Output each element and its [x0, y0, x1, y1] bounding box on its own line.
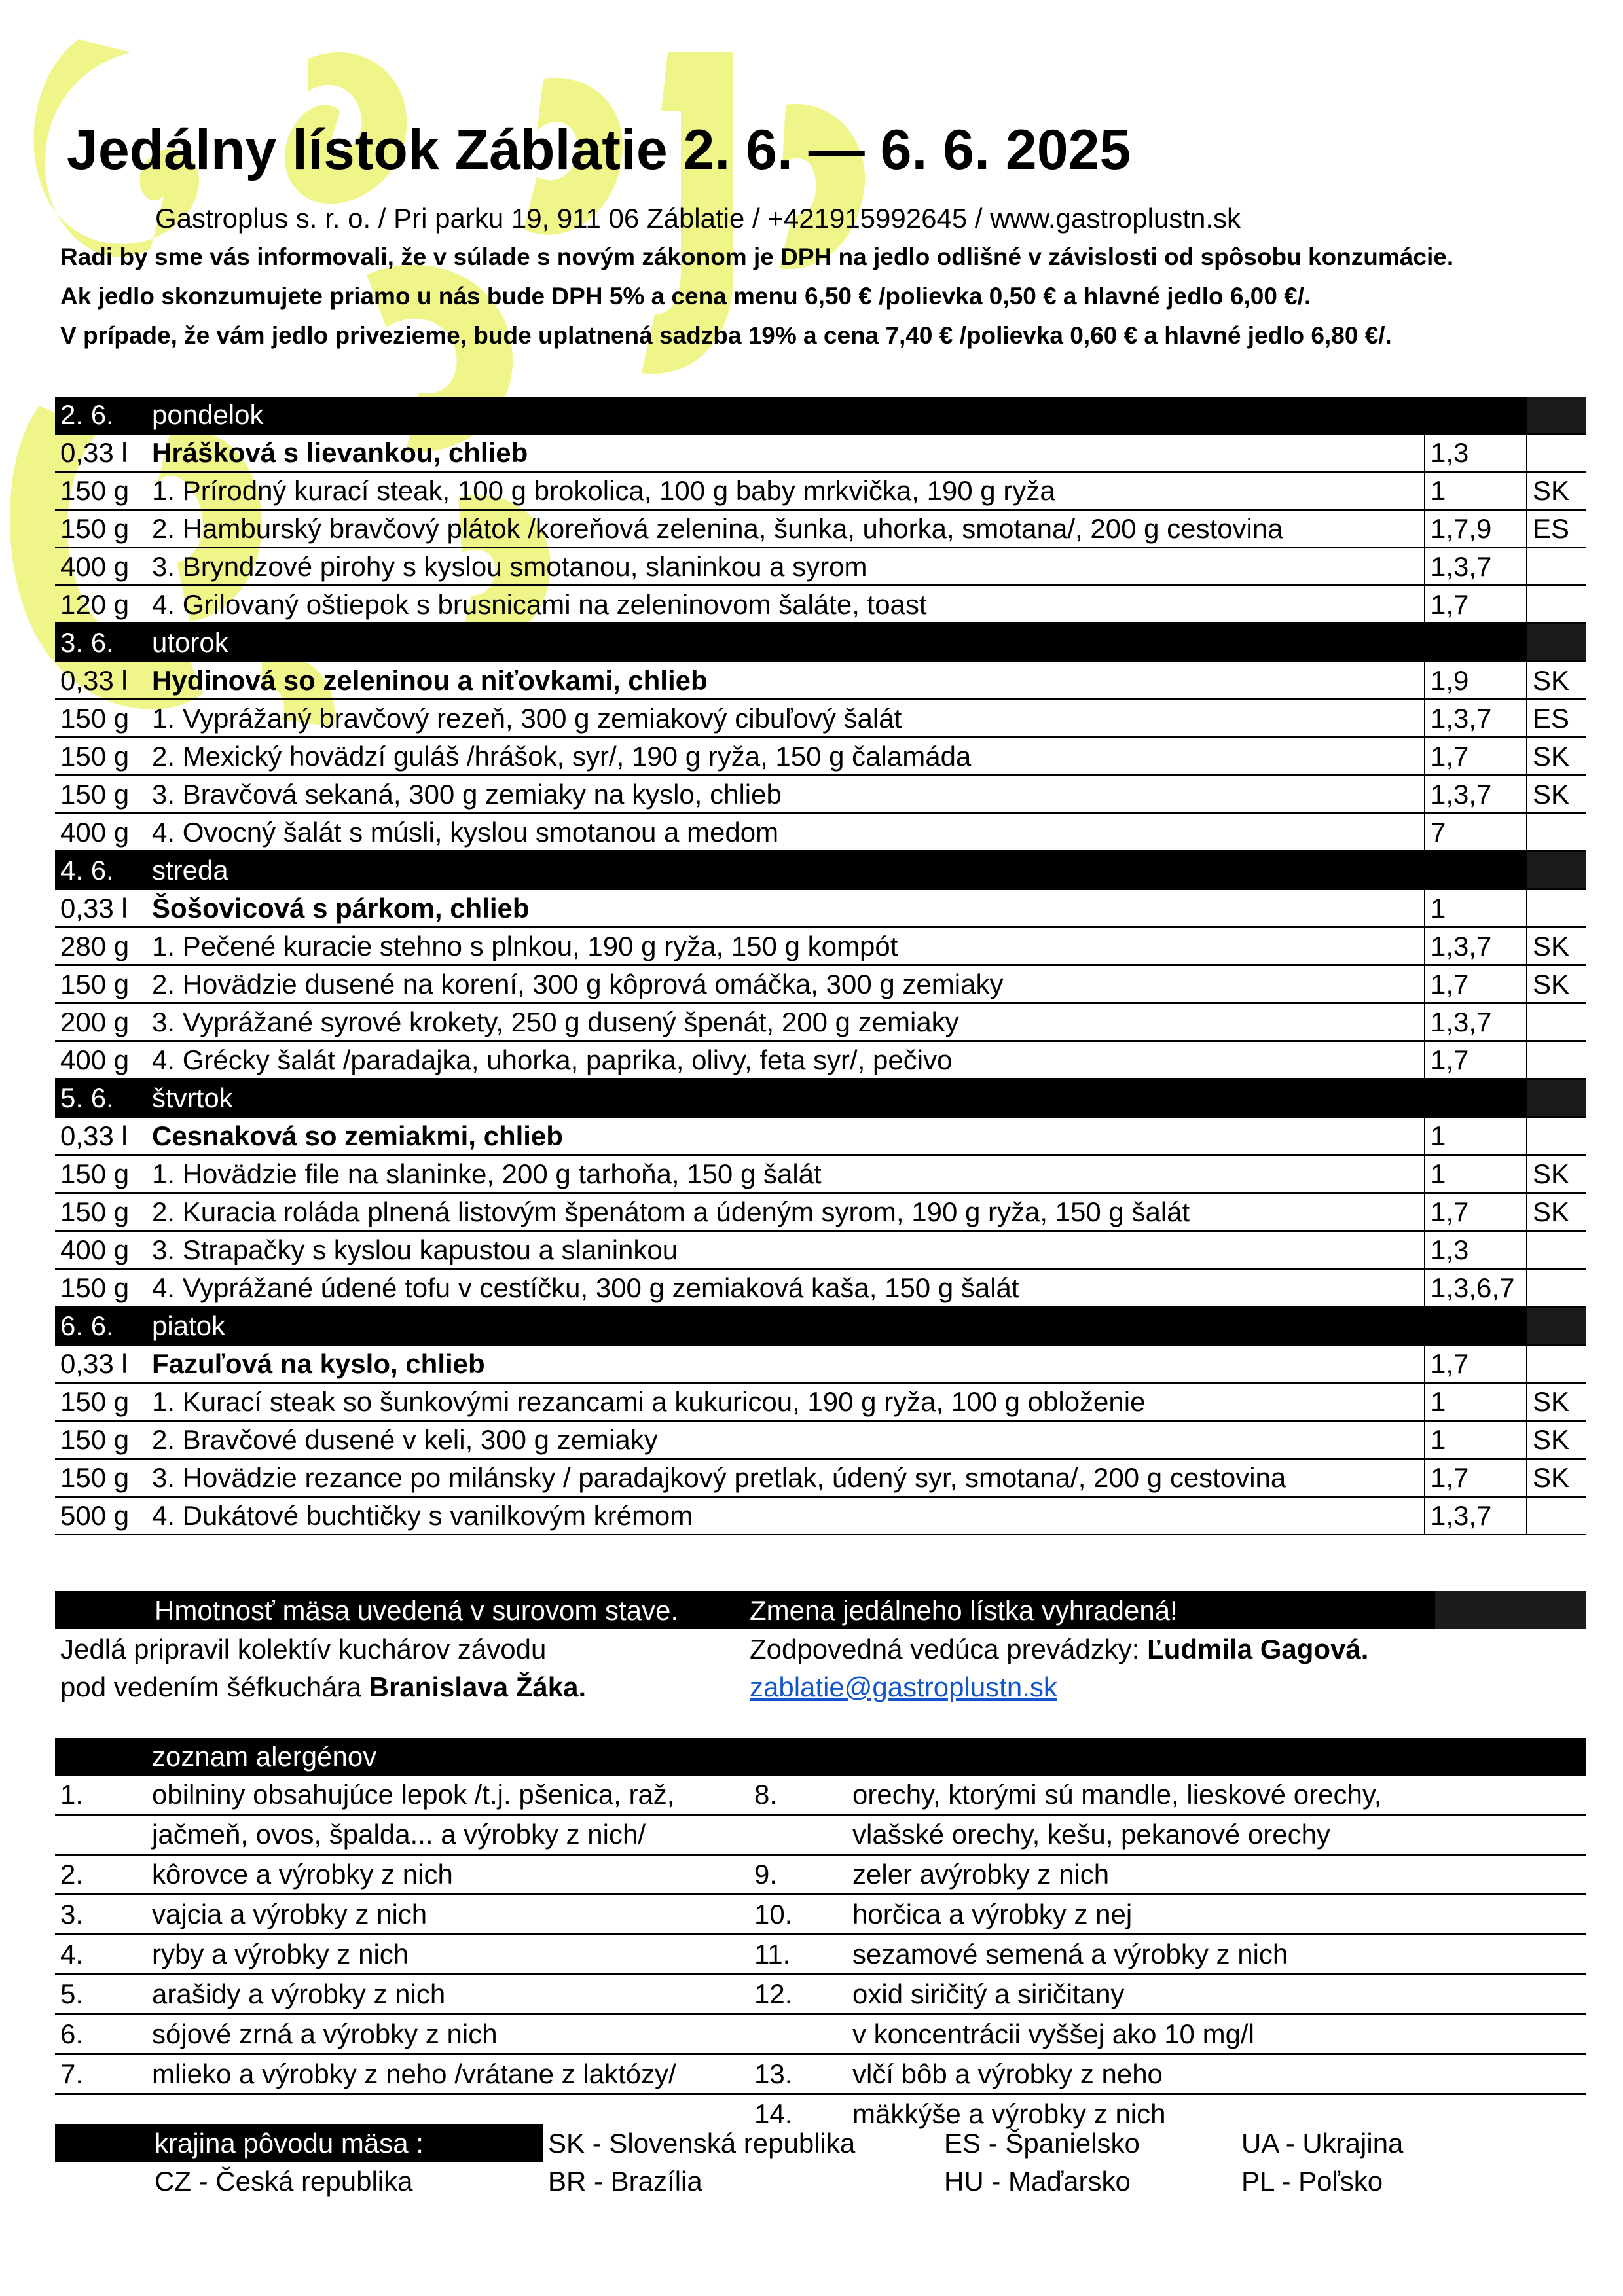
notes-section	[55, 1591, 1586, 1715]
allergen-text: ryby a výrobky z nich	[147, 1935, 749, 1975]
portion-weight: 150 g	[55, 700, 147, 738]
allergen-number	[749, 1815, 847, 1855]
meal-row	[55, 472, 1586, 510]
meal-description: 1. Prírodný kurací steak, 100 g brokolica, 100 g baby mrkvička, 190 g ryža	[147, 472, 1425, 510]
allergen-number: 3.	[55, 1895, 147, 1935]
allergen-header-row	[55, 1738, 1586, 1776]
meal-description: 3. Bryndzové pirohy s kyslou smotanou, slaninkou a syrom	[147, 548, 1425, 586]
portion-weight: 400 g	[55, 548, 147, 586]
portion-weight: 150 g	[55, 472, 147, 510]
day-header-spacer	[1425, 1307, 1527, 1345]
allergen-number: 7.	[55, 2054, 147, 2094]
allergen-codes: 7	[1425, 814, 1527, 852]
allergen-row	[55, 2054, 1586, 2094]
soup-row	[55, 662, 1586, 700]
allergen-number: 11.	[749, 1935, 847, 1975]
soup-row	[55, 889, 1586, 927]
origin-label: krajina pôvodu mäsa :	[155, 2128, 424, 2159]
day-header-spacer	[1425, 624, 1527, 662]
country-code: ES	[1527, 510, 1586, 548]
meal-row	[55, 1459, 1586, 1497]
allergen-codes: 1	[1425, 1421, 1527, 1459]
country-code	[1527, 1269, 1586, 1307]
portion-weight: 150 g	[55, 1155, 147, 1193]
allergen-codes: 1,3,6,7	[1425, 1269, 1527, 1307]
country-code: SK	[1527, 1421, 1586, 1459]
allergen-codes: 1,3	[1425, 1231, 1527, 1269]
allergen-text: vajcia a výrobky z nich	[147, 1895, 749, 1935]
vat-info-line: Radi by sme vás informovali, že v súlade s novým zákonom je DPH na jedlo odlišné v závislosti od spôsobu konzumácie.	[60, 243, 1454, 270]
allergen-text: kôrovce a výrobky z nich	[147, 1855, 749, 1895]
country-code: SK	[1527, 1155, 1586, 1193]
allergen-text: horčica a výrobky z nej	[847, 1895, 1586, 1935]
chef-name: Branislava Žáka.	[369, 1672, 587, 1702]
portion-weight: 200 g	[55, 1003, 147, 1041]
vat-info-line: V prípade, že vám jedlo privezieme, bude uplatnená sadzba 19% a cena 7,40 € /polievka 0,60 € a hlavné jedlo 6,80 €/.	[60, 322, 1392, 349]
origin-country: ES - Španielsko	[944, 2128, 1140, 2159]
allergen-codes: 1,3,7	[1425, 1003, 1527, 1041]
allergen-number	[55, 1815, 147, 1855]
soup-name: Hrášková s lievankou, chlieb	[147, 434, 1425, 472]
country-code: SK	[1527, 1459, 1586, 1497]
allergen-text: mäkkýše a výrobky z nich	[852, 2098, 1166, 2129]
change-reserved-note: Zmena jedálneho lístka vyhradená!	[750, 1595, 1178, 1626]
portion-weight: 150 g	[55, 1459, 147, 1497]
allergen-codes: 1,3,7	[1425, 927, 1527, 965]
portion-weight: 400 g	[55, 814, 147, 852]
meal-description: 4. Grécky šalát /paradajka, uhorka, paprika, olivy, feta syr/, pečivo	[147, 1041, 1425, 1079]
vat-info-line: Ak jedlo skonzumujete priamo u nás bude DPH 5% a cena menu 6,50 € /polievka 0,50 € a hlavné jedlo 6,00 €/.	[60, 283, 1311, 310]
day-header-row	[55, 852, 1586, 889]
allergen-text: sezamové semená a výrobky z nich	[847, 1935, 1586, 1975]
meal-row	[55, 738, 1586, 776]
portion-weight: 0,33 l	[55, 889, 147, 927]
meal-row	[55, 1003, 1586, 1041]
allergen-codes: 1	[1425, 889, 1527, 927]
day-date: 5. 6.	[55, 1079, 147, 1117]
day-header-row	[55, 397, 1586, 434]
meat-raw-note: Hmotnosť mäsa uvedená v surovom stave.	[155, 1595, 679, 1626]
day-name: piatok	[147, 1307, 1425, 1345]
prepared-by-line-2: pod vedením šéfkuchára Branislava Žáka.	[60, 1672, 587, 1702]
allergen-number: 12.	[749, 1975, 847, 2015]
meal-row	[55, 1497, 1586, 1535]
country-code: SK	[1527, 927, 1586, 965]
portion-weight: 150 g	[55, 1269, 147, 1307]
allergen-number: 1.	[55, 1776, 147, 1815]
day-date: 6. 6.	[55, 1307, 147, 1345]
allergen-text: vlčí bôb a výrobky z neho	[847, 2054, 1586, 2094]
country-code	[1527, 548, 1586, 586]
allergen-row	[55, 2015, 1586, 2054]
portion-weight: 500 g	[55, 1497, 147, 1535]
allergen-text: mlieko a výrobky z neho /vrátane z laktózy/	[147, 2054, 749, 2094]
meal-row	[55, 776, 1586, 814]
soup-name: Fazuľová na kyslo, chlieb	[147, 1345, 1425, 1383]
allergen-codes: 1,7	[1425, 965, 1527, 1003]
allergen-codes: 1,7	[1425, 738, 1527, 776]
allergen-codes: 1	[1425, 472, 1527, 510]
manager-line: Zodpovedná vedúca prevádzky: Ľudmila Gagová.	[750, 1634, 1369, 1664]
meal-description: 2. Hovädzie dusené na korení, 300 g kôprová omáčka, 300 g zemiaky	[147, 965, 1425, 1003]
allergen-text: zeler avýrobky z nich	[847, 1855, 1586, 1895]
allergen-number: 6.	[55, 2015, 147, 2054]
meal-description: 1. Kurací steak so šunkovými rezancami a kukuricou, 190 g ryža, 100 g obloženie	[147, 1383, 1425, 1421]
allergen-row	[55, 1815, 1586, 1855]
portion-weight: 150 g	[55, 1421, 147, 1459]
country-code: SK	[1527, 662, 1586, 700]
meal-description: 2. Bravčové dusené v keli, 300 g zemiaky	[147, 1421, 1425, 1459]
meal-row	[55, 1041, 1586, 1079]
meal-row	[55, 1231, 1586, 1269]
day-header-spacer	[1527, 852, 1586, 889]
country-code: SK	[1527, 472, 1586, 510]
day-header-spacer	[1527, 1307, 1586, 1345]
meat-origin-section	[55, 2124, 1586, 2202]
allergen-codes: 1,7	[1425, 586, 1527, 624]
allergen-number: 4.	[55, 1935, 147, 1975]
day-header-spacer	[1425, 852, 1527, 889]
allergen-title: zoznam alergénov	[147, 1738, 1586, 1776]
allergen-codes: 1	[1425, 1117, 1527, 1155]
soup-name: Hydinová so zeleninou a niťovkami, chlieb	[147, 662, 1425, 700]
origin-country: HU - Maďarsko	[944, 2166, 1131, 2197]
email-link[interactable]: zablatie@gastroplustn.sk	[750, 1672, 1057, 1702]
origin-country: BR - Brazília	[548, 2166, 702, 2197]
prepared-by-line: Jedlá pripravil kolektív kuchárov závodu	[60, 1634, 547, 1664]
origin-country: CZ - Česká republika	[155, 2166, 413, 2197]
allergen-text: oxid siričitý a siričitany	[847, 1975, 1586, 2015]
allergen-codes: 1,3,7	[1425, 776, 1527, 814]
portion-weight: 120 g	[55, 586, 147, 624]
country-code	[1527, 1003, 1586, 1041]
day-date: 3. 6.	[55, 624, 147, 662]
meal-description: 1. Hovädzie file na slaninke, 200 g tarhoňa, 150 g šalát	[147, 1155, 1425, 1193]
allergen-number: 14.	[754, 2098, 793, 2129]
manager-name: Ľudmila Gagová.	[1147, 1634, 1369, 1664]
country-code	[1527, 586, 1586, 624]
origin-country: PL - Poľsko	[1241, 2166, 1383, 2197]
meal-description: 2. Kuracia roláda plnená listovým špenátom a údeným syrom, 190 g ryža, 150 g šalát	[147, 1193, 1425, 1231]
country-code	[1527, 1345, 1586, 1383]
country-code	[1527, 1041, 1586, 1079]
allergen-codes: 1,3	[1425, 434, 1527, 472]
portion-weight: 150 g	[55, 1193, 147, 1231]
soup-row	[55, 1117, 1586, 1155]
allergen-table	[55, 1738, 1586, 2133]
day-header-row	[55, 1079, 1586, 1117]
portion-weight: 280 g	[55, 927, 147, 965]
soup-row	[55, 434, 1586, 472]
portion-weight: 0,33 l	[55, 1345, 147, 1383]
country-code: SK	[1527, 776, 1586, 814]
allergen-number: 9.	[749, 1855, 847, 1895]
soup-name: Cesnaková so zemiakmi, chlieb	[147, 1117, 1425, 1155]
meal-row	[55, 1155, 1586, 1193]
allergen-header-spacer	[55, 1738, 147, 1776]
allergen-row	[55, 1975, 1586, 2015]
meal-description: 4. Dukátové buchtičky s vanilkovým krémom	[147, 1497, 1425, 1535]
meal-description: 3. Hovädzie rezance po milánsky / paradajkový pretlak, údený syr, smotana/, 200 g cestovina	[147, 1459, 1425, 1497]
meal-description: 4. Vyprážané údené tofu v cestíčku, 300 g zemiaková kaša, 150 g šalát	[147, 1269, 1425, 1307]
country-code: SK	[1527, 965, 1586, 1003]
allergen-row	[55, 1855, 1586, 1895]
country-code	[1527, 1497, 1586, 1535]
country-code	[1527, 889, 1586, 927]
meal-row	[55, 965, 1586, 1003]
origin-country: SK - Slovenská republika	[548, 2128, 856, 2159]
allergen-codes: 1	[1425, 1155, 1527, 1193]
meal-description: 3. Strapačky s kyslou kapustou a slaninkou	[147, 1231, 1425, 1269]
country-code	[1527, 1117, 1586, 1155]
meal-row	[55, 510, 1586, 548]
meal-row	[55, 927, 1586, 965]
meal-row	[55, 1421, 1586, 1459]
allergen-codes: 1,7	[1425, 1459, 1527, 1497]
allergen-codes: 1,7	[1425, 1041, 1527, 1079]
day-header-row	[55, 624, 1586, 662]
allergen-text: obilniny obsahujúce lepok /t.j. pšenica, raž,	[147, 1776, 749, 1815]
portion-weight: 150 g	[55, 510, 147, 548]
allergen-text: sójové zrná a výrobky z nich	[147, 2015, 749, 2054]
allergen-row	[55, 1895, 1586, 1935]
menu-table	[55, 397, 1586, 1535]
country-code: SK	[1527, 738, 1586, 776]
day-date: 4. 6.	[55, 852, 147, 889]
day-date: 2. 6.	[55, 397, 147, 434]
meal-row	[55, 1269, 1586, 1307]
meal-description: 2. Mexický hovädzí guláš /hrášok, syr/, 190 g ryža, 150 g čalamáda	[147, 738, 1425, 776]
allergen-number: 8.	[749, 1776, 847, 1815]
soup-name: Šošovicová s párkom, chlieb	[147, 889, 1425, 927]
allergen-codes: 1,7	[1425, 1345, 1527, 1383]
company-contact: Gastroplus s. r. o. / Pri parku 19, 911 06 Záblatie / +421915992645 / www.gastroplustn.sk	[155, 203, 1241, 234]
day-header-spacer	[1527, 397, 1586, 434]
meal-description: 3. Vyprážané syrové krokety, 250 g dusený špenát, 200 g zemiaky	[147, 1003, 1425, 1041]
meal-row	[55, 1193, 1586, 1231]
day-header-spacer	[1527, 624, 1586, 662]
allergen-number: 5.	[55, 1975, 147, 2015]
portion-weight: 150 g	[55, 776, 147, 814]
day-header-spacer	[1425, 397, 1527, 434]
portion-weight: 0,33 l	[55, 434, 147, 472]
day-name: pondelok	[147, 397, 1425, 434]
allergen-codes: 1,3,7	[1425, 1497, 1527, 1535]
page-title: Jedálny lístok Záblatie 2. 6. — 6. 6. 2025	[67, 118, 1131, 181]
country-code: ES	[1527, 700, 1586, 738]
allergen-number: 2.	[55, 1855, 147, 1895]
day-name: utorok	[147, 624, 1425, 662]
meal-row	[55, 814, 1586, 852]
allergen-text: orechy, ktorými sú mandle, lieskové orechy,	[847, 1776, 1586, 1815]
allergen-number	[749, 2015, 847, 2054]
soup-row	[55, 1345, 1586, 1383]
day-header-row	[55, 1307, 1586, 1345]
allergen-codes: 1,3,7	[1425, 700, 1527, 738]
allergen-codes: 1	[1425, 1383, 1527, 1421]
meal-description: 2. Hamburský bravčový plátok /koreňová zelenina, šunka, uhorka, smotana/, 200 g cestovina	[147, 510, 1425, 548]
allergen-codes: 1,7,9	[1425, 510, 1527, 548]
portion-weight: 150 g	[55, 965, 147, 1003]
meal-description: 3. Bravčová sekaná, 300 g zemiaky na kyslo, chlieb	[147, 776, 1425, 814]
allergen-row	[55, 1935, 1586, 1975]
meal-description: 4. Grilovaný oštiepok s brusnicami na zeleninovom šaláte, toast	[147, 586, 1425, 624]
allergen-number: 10.	[749, 1895, 847, 1935]
allergen-text: jačmeň, ovos, špalda... a výrobky z nich/	[147, 1815, 749, 1855]
portion-weight: 150 g	[55, 738, 147, 776]
day-header-spacer	[1527, 1079, 1586, 1117]
day-header-spacer	[1425, 1079, 1527, 1117]
portion-weight: 0,33 l	[55, 1117, 147, 1155]
meal-row	[55, 548, 1586, 586]
allergen-codes: 1,7	[1425, 1193, 1527, 1231]
country-code	[1527, 814, 1586, 852]
allergen-row	[55, 1776, 1586, 1815]
country-code: SK	[1527, 1193, 1586, 1231]
meal-row	[55, 586, 1586, 624]
meal-row	[55, 700, 1586, 738]
meal-row	[55, 1383, 1586, 1421]
country-code	[1527, 434, 1586, 472]
portion-weight: 0,33 l	[55, 662, 147, 700]
day-name: štvrtok	[147, 1079, 1425, 1117]
meal-description: 4. Ovocný šalát s músli, kyslou smotanou a medom	[147, 814, 1425, 852]
portion-weight: 150 g	[55, 1383, 147, 1421]
portion-weight: 400 g	[55, 1231, 147, 1269]
allergen-text: arašidy a výrobky z nich	[147, 1975, 749, 2015]
allergen-codes: 1,9	[1425, 662, 1527, 700]
allergen-number: 13.	[749, 2054, 847, 2094]
country-code	[1527, 1231, 1586, 1269]
allergen-text: vlašské orechy, kešu, pekanové orechy	[847, 1815, 1586, 1855]
meal-description: 1. Vyprážaný bravčový rezeň, 300 g zemiakový cibuľový šalát	[147, 700, 1425, 738]
portion-weight: 400 g	[55, 1041, 147, 1079]
allergen-text: v koncentrácii vyššej ako 10 mg/l	[847, 2015, 1586, 2054]
allergen-codes: 1,3,7	[1425, 548, 1527, 586]
country-code: SK	[1527, 1383, 1586, 1421]
origin-country: UA - Ukrajina	[1241, 2128, 1404, 2159]
meal-description: 1. Pečené kuracie stehno s plnkou, 190 g ryža, 150 g kompót	[147, 927, 1425, 965]
day-name: streda	[147, 852, 1425, 889]
